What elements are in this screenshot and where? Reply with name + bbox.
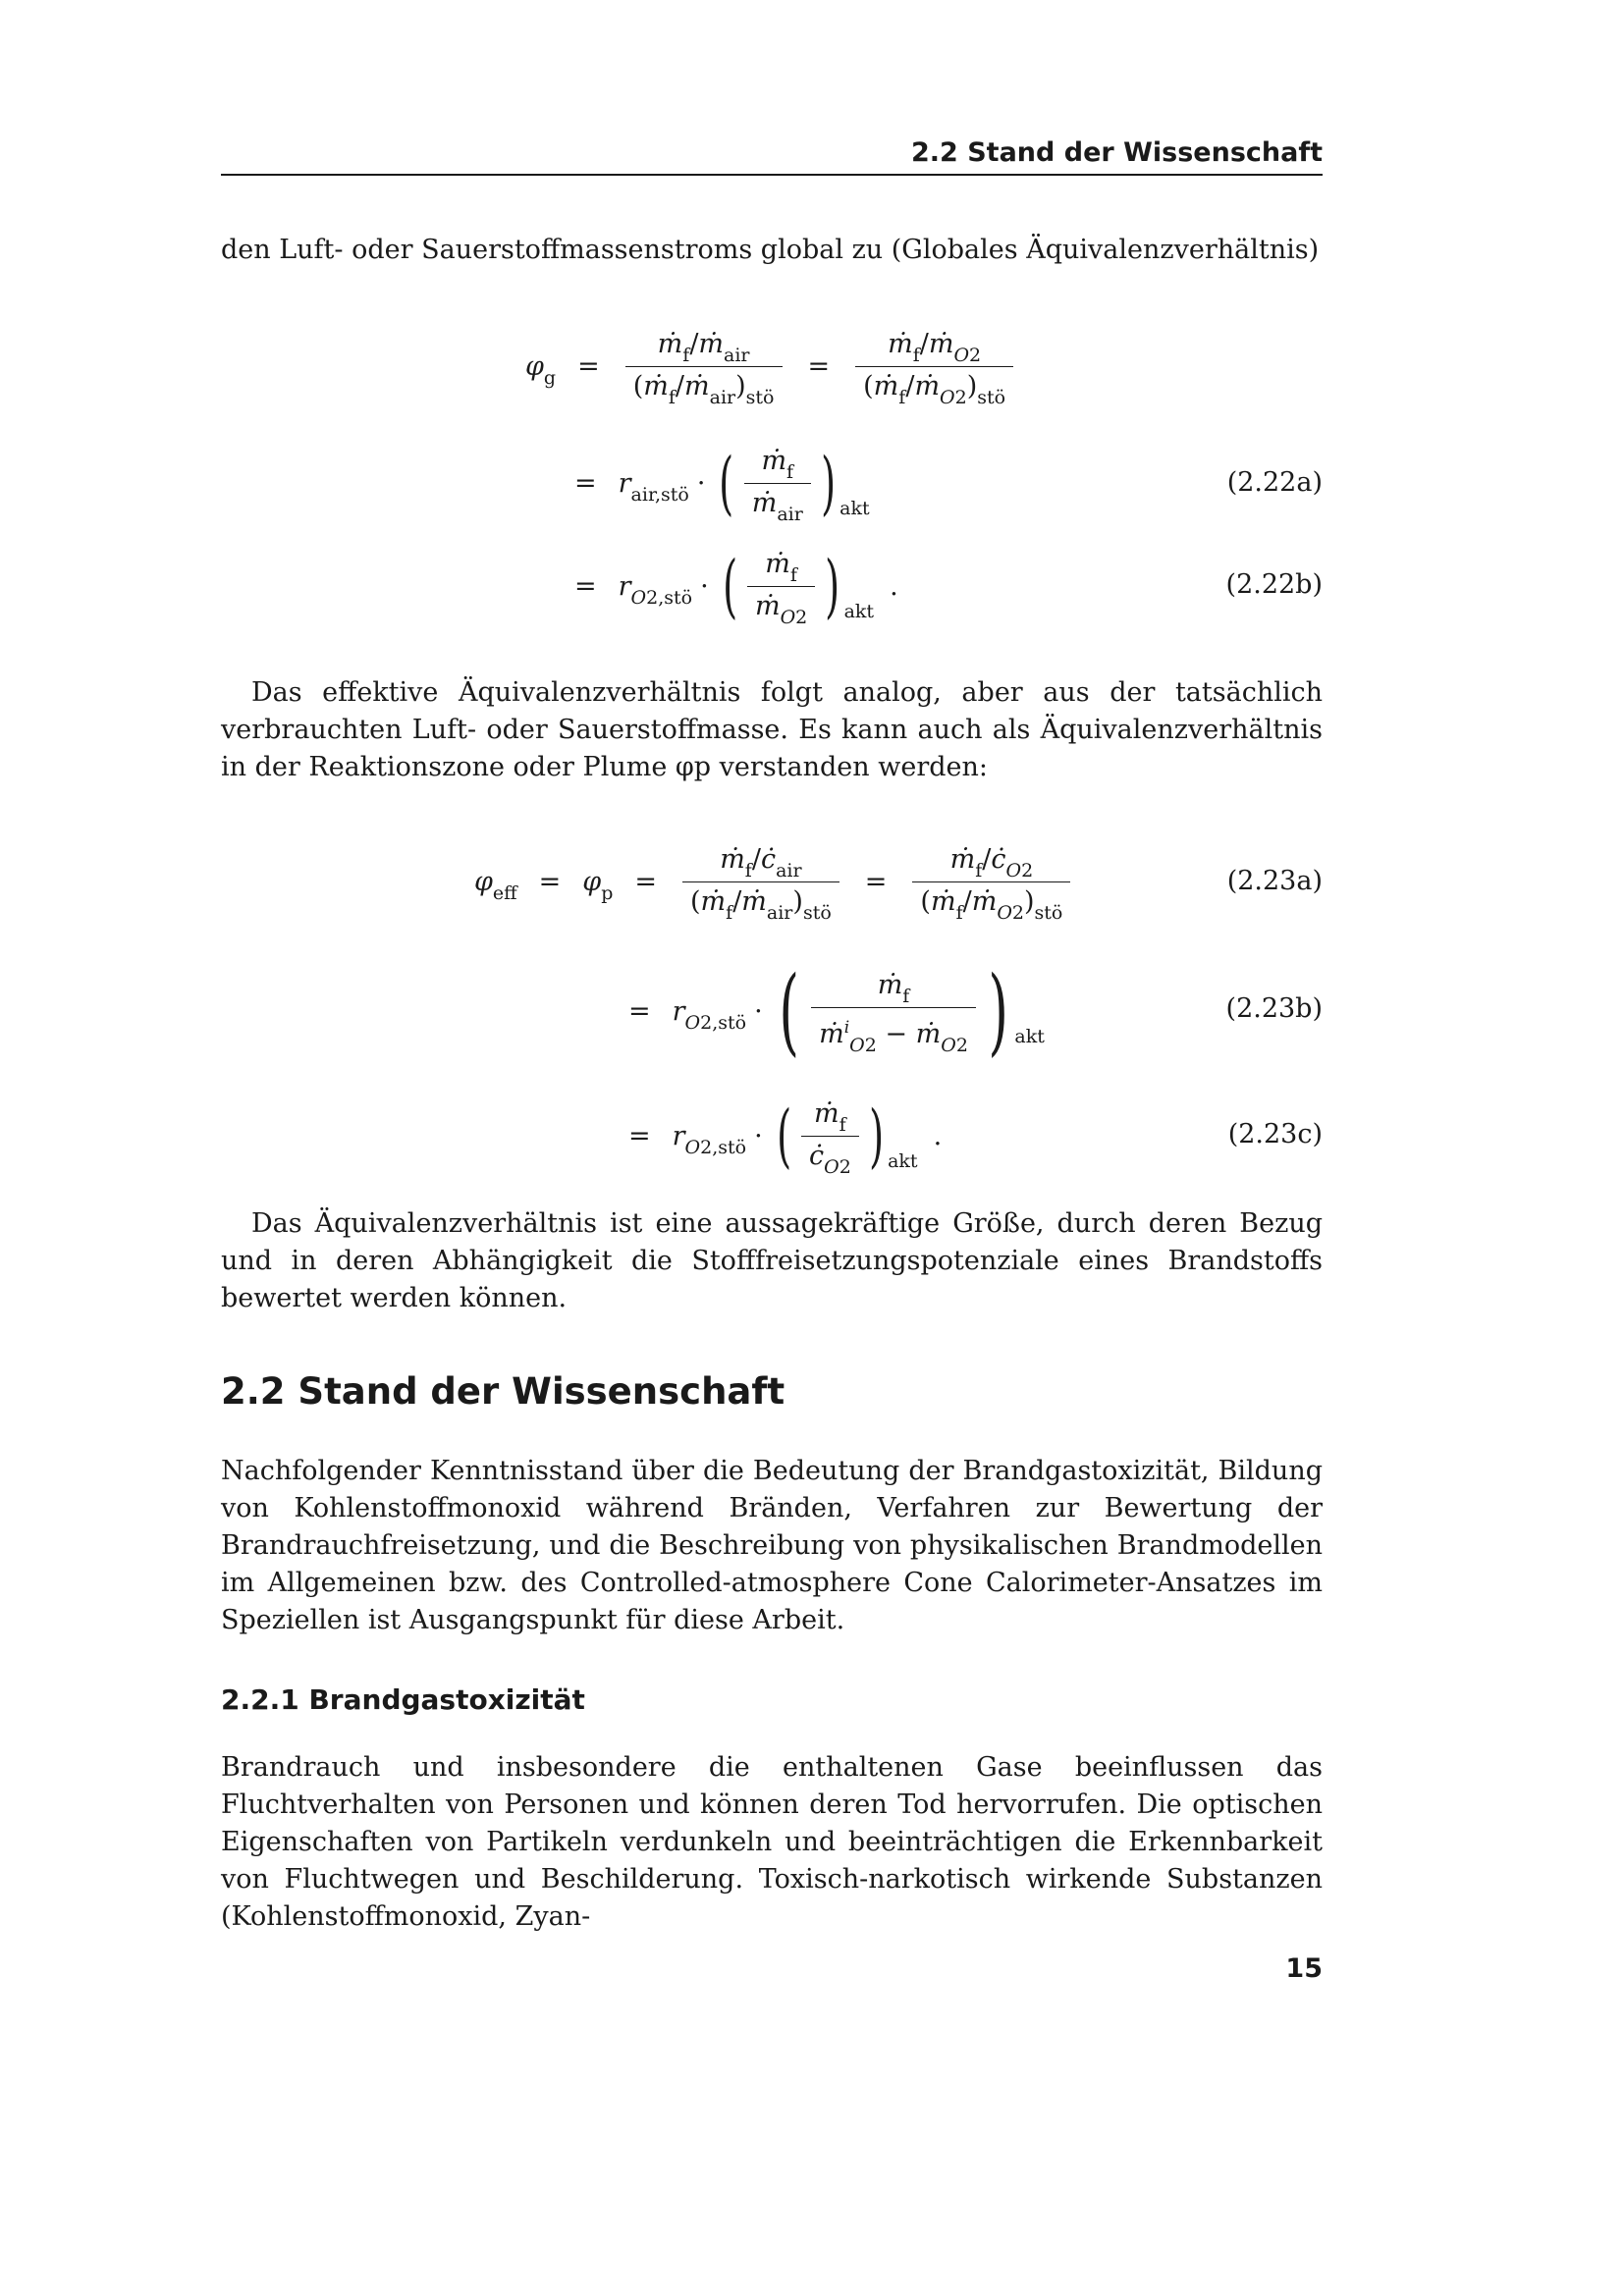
header-rule (221, 174, 1323, 176)
page-number: 15 (1285, 1953, 1323, 1984)
equation-number: (2.23a) (1226, 866, 1323, 896)
section-paragraph: Nachfolgender Kenntnisstand über die Bedeutung der Brandgastoxizität, Bildung von Kohlenstoffmonoxid während Bränden, Verfahren zur Bewertung der Brandrauchfreisetzung, und die Beschreibung von physikalischen Brandmodellen im Allgemeinen bzw. des Controlled-atmosphere Cone Calorimeter-Ansatzes im Speziellen ist Ausgangspunkt für diese Arbeit. (221, 1456, 1323, 1635)
equation-phi-g: $\varphi_g$ = $\frac{ṁ_f/ṁ_{air}}{(ṁ_f/ṁ_{air})_{stö}}$ = $\frac{ṁ_f/ṁ_{O2}}{(ṁ_f/ṁ_{O2})_{stö}}$ (525, 337, 1017, 396)
equation-2-23b: = $r_{O2,stö}$ · ( $\frac{ṁ_f}{ṁ^i_{O2} - ṁ_{O2}}$ ) akt (628, 956, 1045, 1066)
equation-2-23a: $\varphi_{eff}$ = $\varphi_p$ = $\frac{ṁ_f/ċ_{air}}{(ṁ_f/ṁ_{air})_{stö}}$ = $\frac{ṁ_f/ċ_{O2}}{(ṁ_f/ṁ_{O2})_{stö}}$ (474, 852, 1074, 911)
subsection-heading: 2.2.1 Brandgastoxizität (221, 1683, 585, 1716)
running-header: 2.2 Stand der Wissenschaft (911, 137, 1323, 168)
paragraph-importance: Das Äquivalenzverhältnis ist eine aussagekräftige Größe, durch deren Bezug und in deren Abhängigkeit die Stofffreisetzungspotenziale eines Brandstoffs bewertet werden können. (221, 1208, 1323, 1313)
equation-number: (2.22b) (1225, 569, 1323, 600)
equation-2-22b: = $r_{O2,stö}$ · ( $\frac{ṁ_f}{ṁ_{O2}}$ ) akt . (574, 546, 898, 628)
equation-number: (2.23b) (1225, 993, 1323, 1024)
equation-number: (2.23c) (1227, 1119, 1323, 1149)
section-heading: 2.2 Stand der Wissenschaft (221, 1370, 785, 1413)
equation-2-23c: = $r_{O2,stö}$ · ( $\frac{ṁ_f}{ċ_{O2}}$ ) akt . (628, 1095, 943, 1178)
equation-number: (2.22a) (1226, 467, 1323, 498)
intro-text: den Luft- oder Sauerstoffmassenstroms global zu (Globales Äquivalenzverhältnis) (221, 235, 1320, 265)
equation-2-22a: = $r_{air,stö}$ · ( $\frac{ṁ_f}{ṁ_{air}}$ ) akt (574, 443, 870, 525)
paragraph-effective: Das effektive Äquivalenzverhältnis folgt analog, aber aus der tatsächlich verbrauchten Luft- oder Sauerstoffmasse. Es kann auch als Äquivalenzverhältnis in der Reaktionszone oder Plume φp verstanden werden: (221, 677, 1323, 782)
subsection-paragraph: Brandrauch und insbesondere die enthaltenen Gase beeinflussen das Fluchtverhalten von Personen und können deren Tod hervorrufen. Die optischen Eigenschaften von Partikeln verdunkeln und beeinträchtigen die Erkennbarkeit von Fluchtwegen und Beschilderung. Toxisch-narkotisch wirkende Substanzen (Kohlenstoffmonoxid, Zyan- (221, 1752, 1323, 1932)
